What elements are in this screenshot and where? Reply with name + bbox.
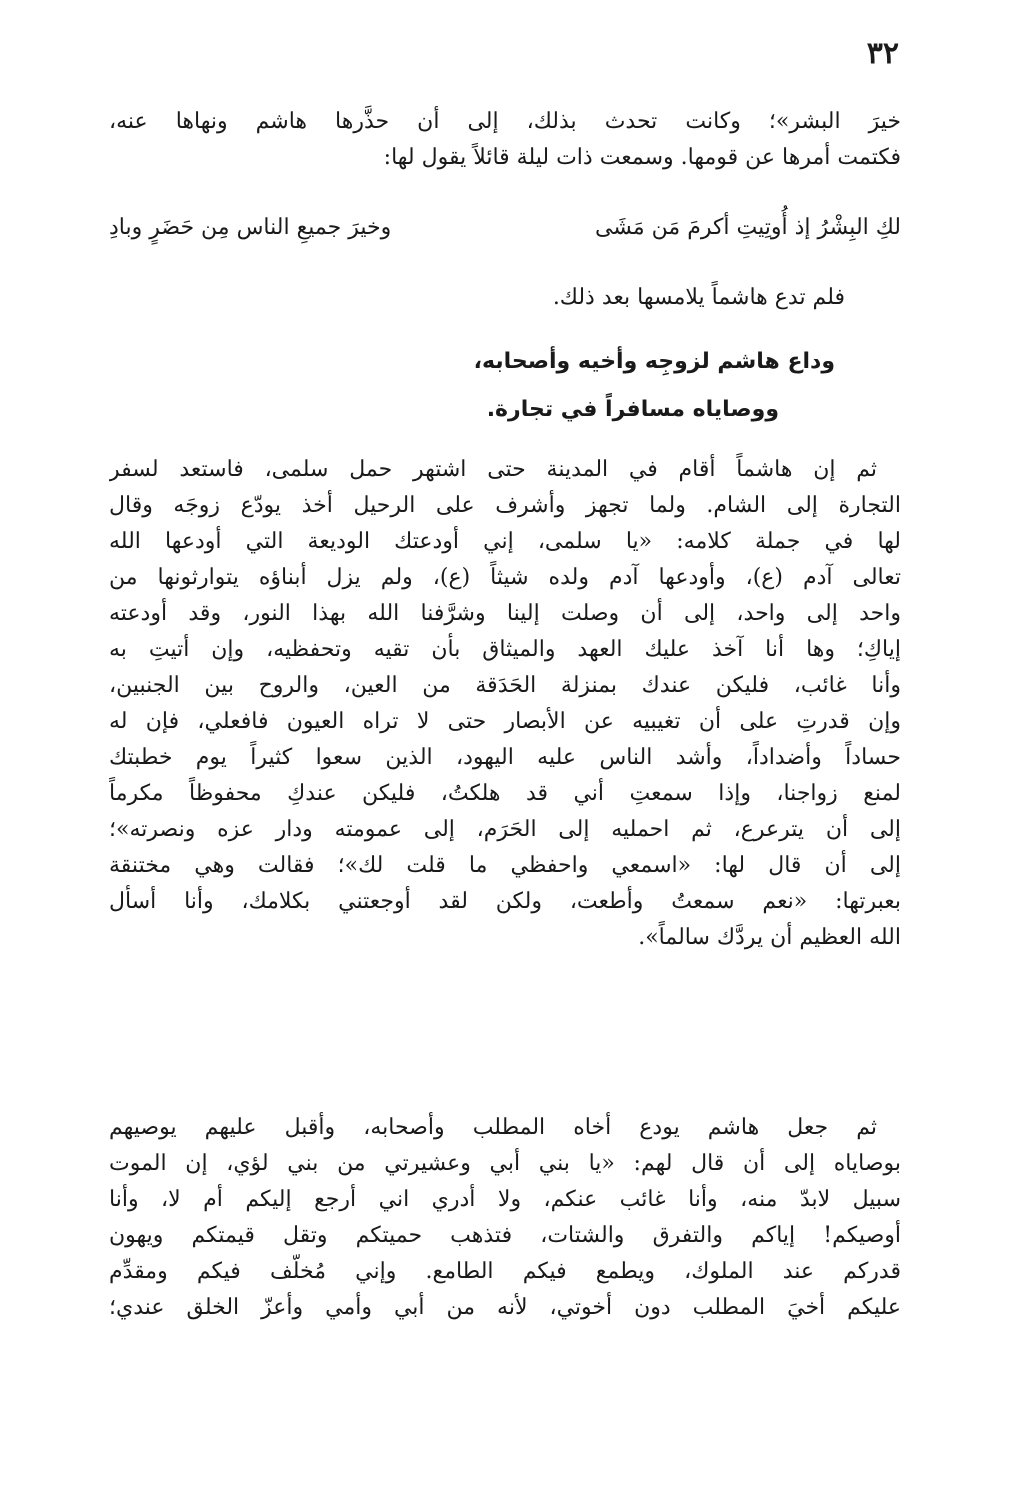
verse-first-hemistich: لكِ البِشْرُ إذ أُوتِيتِ أكرمَ مَن مَشَى [594,215,901,240]
text-line: إلى أن قال لها: «اسمعي واحفظي ما قلت لك»؛ فقالت وهي مختنقة [109,853,901,878]
text-line: ثم جعل هاشم يودع أخاه المطلب وأصحابه، وأقبل عليهم يوصيهم [109,1115,877,1140]
text-line: سبيل لابدّ منه، وأنا غائب عنكم، ولا أدري اني أرجع إليكم أم لا، وأنا [109,1187,901,1212]
text-line: عليكم أخيَ المطلب دون أخوتي، لأنه من أبي وأمي وأعزّ الخلق عندي؛ [109,1295,901,1320]
text-line: واحد إلى واحد، إلى أن وصلت إلينا وشرَّفنا الله بهذا النور، وقد أودعته [109,601,901,626]
text-line: إلى أن يترعرع، ثم احمليه إلى الحَرَم، إلى عمومته ودار عزه ونصرته»؛ [109,817,901,842]
intro-paragraph [109,104,901,176]
page-number: ٣٢ [866,36,899,71]
section-heading-line-2: ووصاياه مسافراً في تجارة. [486,397,779,422]
text-line: لها في جملة كلامه: «يا سلمى، إني أودعتك الوديعة التي أودعها الله [109,529,901,554]
text-line: وإن قدرتِ على أن تغيبيه عن الأبصار حتى لا تراه العيون فافعلي، فإن له [109,709,901,734]
text-line: التجارة إلى الشام. ولما تجهز وأشرف على الرحيل أخذ يودّع زوجَه وقال [109,493,901,518]
section-heading-line-1: وداع هاشم لزوجِه وأخيه وأصحابه، [473,349,835,374]
text-line: خيرَ البشر»؛ وكانت تحدث بذلك، إلى أن حذَّرها هاشم ونهاها عنه، [109,109,901,134]
paragraph-farewell-wife [109,452,901,956]
text-line: فكتمت أمرها عن قومها. وسمعت ذات ليلة قائلاً يقول لها: [383,145,901,170]
text-line: أوصيكم! إياكم والتفرق والشتات، فتذهب حميتكم وتقل قيمتكم ويهون [109,1223,901,1248]
text-line: بوصاياه إلى أن قال لهم: «يا بني أبي وعشيرتي من بني لؤي، إن الموت [109,1151,901,1176]
text-line: الله العظيم أن يردَّك سالماً». [638,925,901,950]
after-verse-line: فلم تدع هاشماً يلامسها بعد ذلك. [552,285,845,310]
text-line: وأنا غائب، فليكن عندك بمنزلة الحَدَقة من العين، والروح بين الجنبين، [109,673,901,698]
text-line: تعالى آدم (ع)، وأودعها آدم ولده شيثاً (ع)، ولم يزل أبناؤه يتوارثونها من [109,565,901,590]
text-line: إياكِ؛ وها أنا آخذ عليك العهد والميثاق بأن تقيه وتحفظيه، وإن أتيتِ به [109,637,901,662]
paragraph-farewell-brother [109,1110,901,1326]
text-line: بعبرتها: «نعم سمعتُ وأطعت، ولكن لقد أوجعتني بكلامك، وأنا أسأل [109,889,901,914]
text-line: حساداً وأضداداً، وأشد الناس عليه اليهود، الذين سعوا كثيراً يوم خطبتك [109,745,901,770]
text-line: قدركم عند الملوك، ويطمع فيكم الطامع. وإني مُخلّف فيكم ومقدِّم [109,1259,901,1284]
poem-verse [109,208,901,248]
text-line: ثم إن هاشماً أقام في المدينة حتى اشتهر حمل سلمى، فاستعد لسفر [109,457,877,482]
verse-second-hemistich: وخيرَ جميعِ الناس مِن حَضَرٍ وبادِ [109,215,392,240]
text-line: لمنع زواجنا، وإذا سمعتِ أني قد هلكتُ، فليكن عندكِ محفوظاً مكرماً [109,781,901,806]
